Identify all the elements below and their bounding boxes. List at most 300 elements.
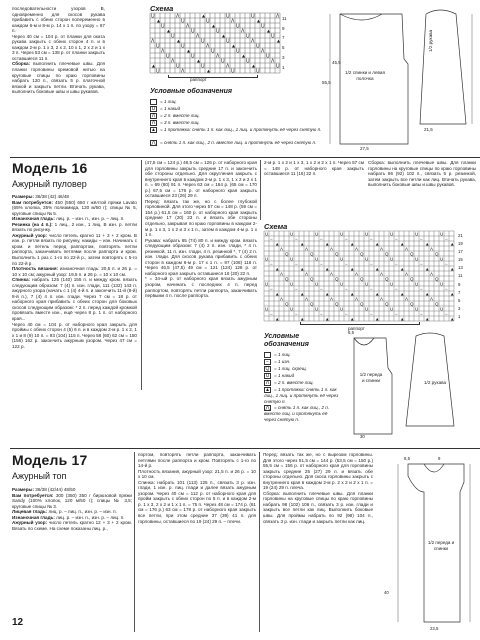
legend-symbol <box>150 99 157 105</box>
chart-symbol: U <box>440 231 444 237</box>
chart-symbol: Q <box>335 251 339 257</box>
chart-symbol: Q <box>310 276 314 282</box>
chart-symbol: ▲ <box>325 291 330 297</box>
chart-symbol: U <box>151 13 155 20</box>
legend-text: = снять 1 п. как лиц., 2 п. вместе лиц. и протянуть её через снятую п. <box>264 405 330 422</box>
chart-symbol: Λ <box>280 246 284 252</box>
chart-symbol: ▲ <box>206 68 211 75</box>
row-number: 7 <box>282 35 285 41</box>
chart-symbol: Q <box>360 251 364 257</box>
chart-symbol: U <box>171 33 175 40</box>
schematic-top-label-sleeve: 1/2 рукава <box>428 29 433 52</box>
field-label: Вам потребуется: <box>12 199 53 205</box>
model17-col2 <box>138 452 256 524</box>
chart-symbol: Q <box>335 276 339 282</box>
chart-symbol: U <box>290 256 294 262</box>
chart-symbol: ▲ <box>325 266 330 272</box>
chart-symbol: − <box>270 311 273 317</box>
chart-symbol: U <box>276 63 280 70</box>
chart-symbol: Λ <box>271 58 275 65</box>
row-number: 7 <box>458 289 461 295</box>
legend-text: = 1 лиц. <box>160 99 177 105</box>
chart-symbol: ▲ <box>375 316 380 322</box>
chart-symbol: ▲ <box>176 38 181 45</box>
chart-symbol: − <box>295 286 298 292</box>
legend-text: = 1 протяжка: снять 1 п. как лиц., 1 лиц. и протянуть её через снятую п. <box>264 387 339 404</box>
chart-symbol: ▲ <box>300 316 305 322</box>
chart-symbol: Λ <box>430 246 434 252</box>
chart-symbol: Q <box>285 301 289 307</box>
chart-symbol: ▲ <box>276 38 281 45</box>
chart-symbol: U <box>216 28 220 35</box>
column-divider <box>260 160 261 220</box>
chart-symbol: U <box>261 23 265 30</box>
row-number: 1 <box>458 313 461 319</box>
legend-symbol: Λ <box>151 113 156 119</box>
chart-symbol: U <box>161 23 165 30</box>
schematic-top-dim: 55,5 <box>322 80 331 85</box>
chart-symbol: Q <box>360 301 364 307</box>
row-number: 5 <box>458 297 461 303</box>
column-divider <box>134 452 135 632</box>
top-text-2: Через 40 см = 104 р. от планки для оката рукава закрыть с обеих сторон 4 п. и в каждом 2-м р. 1 х 3, 2 х 2, 10 х 1, 2 х 2 и 1 х 3 п. Через 53 см = 138 р. от планки закрыть оставшиеся 11 п. <box>12 33 105 61</box>
chart-symbol: ▲ <box>266 28 271 35</box>
chart-symbol: − <box>295 311 298 317</box>
chart-symbol: ▲ <box>325 241 330 247</box>
legend-text: = 1 лиц. скрещ. <box>274 366 307 372</box>
chart-symbol: U <box>266 53 270 60</box>
schematic-top-dim: 21,5 <box>424 127 433 132</box>
section-divider <box>10 448 480 449</box>
legend-symbol: U <box>151 106 156 112</box>
legend-top-row <box>150 120 200 126</box>
field-text: Через 40 см = 104 р. от наборного края закрыть для проймы с обеих сторон 4 (5) 6 п. и в каждом 2-м р. 1 х 2, 1 х 1 и 8 (9) 10 п. = 93 (104) 115 п. Через 58 (60) 62 см = 150 (156) 162 р. закончить ажурным узором. Через 47 см = 122 р. <box>12 321 137 349</box>
chart-symbol: U <box>265 256 269 262</box>
chart-symbol: ▲ <box>325 316 330 322</box>
chart-symbol: U <box>415 231 419 237</box>
legend-top-row <box>150 106 180 112</box>
row-number: 3 <box>458 305 461 311</box>
legend-text: = снять 1 п. как лиц., 2 п. вместе лиц. и протянуть её через снятую п. <box>160 140 317 146</box>
chart-symbol: U <box>231 68 235 75</box>
chart16-title: Схема <box>264 222 288 231</box>
field-text: лиц. р. – лиц. п., изн. р. – изн. п. <box>47 509 117 515</box>
row-number: 1 <box>282 64 285 70</box>
chart-symbol: Λ <box>226 63 230 70</box>
chart-symbol: U <box>191 28 195 35</box>
chart-symbol: − <box>370 236 373 242</box>
chart-symbol: Λ <box>355 246 359 252</box>
field-label: Вам потребуется: <box>12 492 54 498</box>
chart-symbol: Λ <box>405 271 409 277</box>
chart-symbol: − <box>345 236 348 242</box>
field-text: лиц. р. – изн. п., изн. р. – лиц. п. <box>54 514 125 520</box>
chart-symbol: ▲ <box>350 316 355 322</box>
field-text: число петель кратно 12 + 3 + 2 кром. Вязать по схеме. На схеме показаны лиц. р., <box>12 520 132 531</box>
chart-symbol: − <box>320 236 323 242</box>
field-text: 1 лиц., 2 изн., 1 лиц. В изн. р. петли вязать по рисунку. <box>12 221 138 233</box>
legend-top-title: Условные обозначения <box>150 88 233 95</box>
legend-symbol: ⋀ <box>151 140 156 146</box>
chart-symbol: ▲ <box>211 23 216 30</box>
chart-symbol: ▲ <box>425 241 430 247</box>
chart-symbol: U <box>365 306 369 312</box>
legend-text: = 1 изн. <box>274 359 291 365</box>
chart-symbol: U <box>390 256 394 262</box>
chart-symbol: − <box>295 261 298 267</box>
chart-symbol: U <box>265 281 269 287</box>
chart-symbol: U <box>166 53 170 60</box>
legend-text: = 1 протяжка: снять 1 п. как лиц., 1 лиц. и протянуть её через снятую п. <box>160 127 322 133</box>
row-number: 5 <box>282 45 285 51</box>
chart-symbol: Λ <box>380 296 384 302</box>
model16-col4-para: Сборка: выполнить плечевые швы. Для планки горловины на круговые спицы по краю горловины набрать 86 (92) 102 п., связать 5 р. резинкой, затем закрыть все петли как лиц. Втачать рукава, выполнить боковые швы и швы рукавов. <box>368 160 476 188</box>
chart-symbol: ▲ <box>275 241 280 247</box>
chart-symbol: − <box>370 311 373 317</box>
legend16-row <box>264 380 314 386</box>
legend-top-row <box>150 127 330 133</box>
legend-text: = 2 п. вместе лиц. <box>274 380 314 386</box>
row-number: 17 <box>458 249 463 255</box>
field-text: 36/38 (42) 46/48 <box>34 194 69 199</box>
chart-symbol: U <box>315 306 319 312</box>
chart-symbol: U <box>265 306 269 312</box>
legend-top-row <box>150 99 177 105</box>
chart-symbol: Q <box>385 251 389 257</box>
chart-symbol: Λ <box>355 296 359 302</box>
chart-symbol: U <box>221 58 225 65</box>
legend-symbol: − <box>264 359 271 365</box>
chart-symbol: U <box>211 48 215 55</box>
field-label: Лицевая гладь: <box>12 509 48 515</box>
model16-col2 <box>145 160 257 299</box>
chart-symbol: − <box>395 311 398 317</box>
chart-symbol: Λ <box>280 271 284 277</box>
chart-symbol: − <box>270 261 273 267</box>
field-text: лиц. р. – изн. п., изн. р. – лиц. п. <box>54 216 125 222</box>
chart-symbol: − <box>445 311 448 317</box>
chart-symbol: ▲ <box>450 291 455 297</box>
chart-symbol: U <box>390 231 394 237</box>
field-label: Спинка: <box>12 277 31 283</box>
chart-symbol: U <box>201 38 205 45</box>
chart-symbol: ▲ <box>450 241 455 247</box>
chart-symbol: Q <box>335 301 339 307</box>
field-text: 300 (350) 350 г бирюзовой пряжи Sandy (100% хлопок, 120 м/50 г); спицы № 3,5; круговые спицы № 3. <box>12 492 132 509</box>
legend16-row <box>264 405 340 422</box>
assembly-text: выполнить плечевые швы. Для планки горловины кремовой нитью на круговые спицы по краю горловины набрать 120 п., связать 5 р. платочной вязкой и закрыть петли. Втачать рукава, выполнить боковые швы и швы рукавов. <box>12 61 106 95</box>
model17-subtitle: Ажурный топ <box>12 471 67 481</box>
chart-symbol: ▲ <box>350 266 355 272</box>
chart-symbol: Q <box>385 276 389 282</box>
chart-symbol: Λ <box>196 33 200 40</box>
chart-symbol: ▲ <box>275 266 280 272</box>
legend-text: = 3 п. вместе лиц. <box>160 120 200 126</box>
chart-symbol: ▲ <box>400 316 405 322</box>
chart-symbol: U <box>315 281 319 287</box>
chart-symbol: Q <box>435 276 439 282</box>
chart-symbol: − <box>320 286 323 292</box>
chart-symbol: Λ <box>181 68 185 75</box>
chart-symbol: Q <box>410 301 414 307</box>
chart-symbol: Λ <box>171 58 175 65</box>
chart-symbol: ▲ <box>425 291 430 297</box>
chart-symbol: Λ <box>276 13 280 20</box>
chart-symbol: U <box>201 63 205 70</box>
chart-symbol: U <box>390 281 394 287</box>
model17-col2-para: Плотность вязания, ажурный узор: 21,5 п. и 26 р. = 10 х 10 см. <box>138 468 256 480</box>
chart-symbol: U <box>290 231 294 237</box>
chart-symbol: U <box>315 256 319 262</box>
chart-symbol: Λ <box>305 246 309 252</box>
row-number: 15 <box>458 257 463 263</box>
legend16-row <box>264 359 290 365</box>
chart-symbol: − <box>295 236 298 242</box>
chart-symbol: U <box>256 43 260 50</box>
chart-symbol: ▲ <box>221 33 226 40</box>
field-text: 450 (550) 650 г жёлтой пряжи Lavato (65% хлопка, 35% полиамида, 120 м/50 г); спицы № 5, круговые спицы № 5. <box>12 199 137 216</box>
section-divider <box>10 157 480 158</box>
legend16-row <box>264 387 340 404</box>
chart-symbol: − <box>270 286 273 292</box>
chart-symbol: U <box>176 63 180 70</box>
page-number: 12 <box>12 617 24 628</box>
field-text: набрать 125 (140) 155 п. и между кром. вязать следующим образом: 7 (4) п. изн. глади, 111 (132) 143 п. ажурного узора (начать с 1 (4) 4-й п. и закончить 11-й (8-й) 8-й п.), 7 (4) 4 п. изн. глади. Через 7 см = 18 р. от наборного края прибавить с обеих сторон для боковых скосов следующим образом: * 2 п. перед каждой кромкой провязать вместе изн., ещё через 8 р. 1 п. от наборного края... <box>12 277 137 322</box>
chart-symbol: ▲ <box>400 241 405 247</box>
legend-symbol: Λ <box>265 380 270 386</box>
chart-symbol: − <box>345 261 348 267</box>
chart-symbol: Λ <box>216 53 220 60</box>
chart-symbol: Λ <box>206 43 210 50</box>
chart-symbol: ▲ <box>425 316 430 322</box>
chart-symbol: U <box>265 231 269 237</box>
row-number: 9 <box>458 281 461 287</box>
chart-symbol: U <box>181 43 185 50</box>
chart-symbol: U <box>226 13 230 20</box>
chart-symbol: ▲ <box>450 316 455 322</box>
chart-symbol: U <box>290 281 294 287</box>
legend-text: = 2 п. вместе лиц. <box>160 113 200 119</box>
chart-symbol: U <box>156 43 160 50</box>
chart-symbol: ▲ <box>251 63 256 70</box>
model16-subtitle: Ажурный пуловер <box>12 179 87 189</box>
model17-col3-para: Сборка: выполнить плечевые швы. Для планки горловины на круговые спицы по краю горловины набрать 98 (102) 106 п., связать 3 р. изн. глади и закрыть все петли как лиц. Выполнить боковые швы. Для проймы набрать по 92 (98) 104 п., связать 3 р. изн. глади и закрыть петли как лиц. <box>263 490 373 524</box>
schematic-top-label-body: 1/2 спинки и левая полочка <box>345 70 385 81</box>
model17-title: Модель 17 <box>12 452 88 468</box>
schematic16-label-body: 1/2 переда и спинки <box>359 372 383 383</box>
model16-col2-para: Рукава: набрать 65 (74) 80 п. и между кром. вязать следующим образом: 7 (4) 2 п. изн. глади, * 4 п. резинкой, 11 п. изн. глади, 4 п. резинкой *, 7 (4) 2 п. изн. глади. Для скосов рукава прибавить с обеих сторон в каждом 6-м р. 17 х 1 п. = 97 (108) 116 п. Через 46,5 (47,5) 49 см = 121 (124) 128 р. от наборного края закрыть оставшиеся 16 (20) 22 п. <box>145 237 257 276</box>
chart-symbol: U <box>191 53 195 60</box>
column-divider <box>259 452 260 632</box>
chart-top-rapport-bracket <box>168 75 258 78</box>
row-number: 9 <box>282 25 285 31</box>
chart-symbol: − <box>420 261 423 267</box>
chart-symbol: U <box>246 33 250 40</box>
field-label: Изнаночная гладь: <box>12 514 55 520</box>
assembly-label: Сборка: <box>12 61 31 67</box>
chart16-rapport-bracket <box>300 322 420 325</box>
legend16-row <box>264 366 307 372</box>
chart-symbol: ▲ <box>350 291 355 297</box>
column-divider <box>141 160 142 390</box>
legend-symbol: ▲ <box>151 127 156 133</box>
chart-symbol: U <box>440 256 444 262</box>
chart-symbol: Λ <box>380 246 384 252</box>
row-number: 11 <box>282 16 287 21</box>
model16-col2-para: (47,5 см = 124 р.) 48,5 см = 126 р. от наборного края для горловины закрыть средние 17 п. и закончить обе стороны отдельно. Для округления закрыть с внутреннего края в каждом 2-м р. 1 х 3, 1 х 2 и 2 х 1 п. = 69 (80) 91 п. Через 63 см = 164 р. (65 см = 170 р.) 67,5 см = 176 р. от наборного края закрыть оставшиеся 23 (26) 29 п. <box>145 160 257 199</box>
chart-symbol: − <box>395 261 398 267</box>
row-number: 19 <box>458 241 463 247</box>
chart-symbol: U <box>246 58 250 65</box>
schematic17-label-body: 1/2 переда и спинки <box>427 540 455 551</box>
chart-symbol: ▲ <box>300 266 305 272</box>
field-label: Изнаночная гладь: <box>12 216 55 222</box>
legend-text: = 1 лиц. <box>274 352 291 358</box>
chart-symbol: U <box>206 18 210 25</box>
chart-symbol: ▲ <box>375 266 380 272</box>
schematic17-dim: 23,5 <box>430 626 439 631</box>
chart-symbol: − <box>345 311 348 317</box>
chart-symbol: Λ <box>330 271 334 277</box>
legend-symbol: ▲ <box>265 387 270 393</box>
chart-symbol: ▲ <box>375 241 380 247</box>
legend16-row <box>264 373 294 379</box>
chart-symbol: ▲ <box>275 291 280 297</box>
chart-symbol: U <box>415 256 419 262</box>
chart-symbol: U <box>290 306 294 312</box>
model16-col2-para: Перед: вязать так же, но с более глубокой горловиной. Для этого через 57 см = 148 р. (59 см = 154 р.) 61,5 см = 160 р. от наборного края закрыть средние 17 (20) 23 п. и вязать обе стороны отдельно, закрывая по краю горловины в каждом 2-м р. 1 х 3, 1 х 2 и 3 х 1 п., затем в каждом 4-м р. 1 х 1 п. <box>145 198 257 238</box>
legend-symbol: Q <box>265 366 270 372</box>
chart-symbol: − <box>445 236 448 242</box>
row-number: 11 <box>458 273 463 279</box>
model16-col3-para: 2-м р. 1 х 2 и 1 х 3, 1 х 2 и 2 х 1 п. Через 57 см = 148 р. от наборного края закрыть оставшиеся 11 (16) 22 п. <box>264 160 364 177</box>
chart-symbol: U <box>251 13 255 20</box>
chart-top-grid <box>150 13 280 75</box>
chart-symbol: Λ <box>161 48 165 55</box>
chart-symbol: Λ <box>261 48 265 55</box>
chart-symbol: ▲ <box>256 18 261 25</box>
chart-symbol: − <box>445 261 448 267</box>
chart-symbol: ▲ <box>450 266 455 272</box>
row-number: 3 <box>282 54 285 60</box>
model17-col1 <box>12 487 132 531</box>
model16-col4 <box>368 160 476 188</box>
chart-symbol: ▲ <box>186 48 191 55</box>
chart-symbol: U <box>315 231 319 237</box>
model17-col2-para: портом, повторять петли раппорта, заканчивать петлями после раппорта и кром. Повторять с 1-го по 14-й р. <box>138 452 256 469</box>
chart-symbol: U <box>415 306 419 312</box>
chart-symbol: − <box>420 286 423 292</box>
chart-symbol: Λ <box>405 296 409 302</box>
field-text: изнаночная гладь: 20,5 п. и 26 р. = 10 х 10 см; ажурный узор: 19,5 п. и 26 р. = 10 х 10 см. <box>12 266 137 277</box>
chart-symbol: − <box>345 286 348 292</box>
chart-symbol: U <box>415 281 419 287</box>
legend-symbol <box>264 352 271 358</box>
chart-symbol: Q <box>285 251 289 257</box>
chart-symbol: Λ <box>251 38 255 45</box>
chart-symbol: U <box>365 231 369 237</box>
legend-symbol: ⋀ <box>265 405 270 411</box>
chart-symbol: ▲ <box>375 291 380 297</box>
chart-symbol: U <box>226 38 230 45</box>
top-text-1: последовательности узоров В, одновременно для скосов рукава прибавить с обеих сторон попеременно в каждом 6-м и 8-м р. 14 х 1 п. по узору = 67 п. <box>12 6 105 34</box>
chart-symbol: ▲ <box>400 266 405 272</box>
chart-symbol: U <box>440 281 444 287</box>
chart-symbol: Λ <box>330 296 334 302</box>
chart-symbol: Q <box>310 301 314 307</box>
chart-symbol: U <box>440 306 444 312</box>
model17-col3 <box>263 452 373 524</box>
field-label: Резинка (на 4 п.): <box>12 221 53 227</box>
chart-symbol: ▲ <box>156 18 161 25</box>
chart-symbol: Λ <box>330 246 334 252</box>
model17-col2-para: Спинка: набрать 101 (113) 125 п., связать 3 р. изн. глади, 1 изн. р. лиц. глади и далее вязать ажурным узором. Через 40 см = 112 р. от наборного края для пройм закрыть с обеих сторон по 5 п. и в каждом 2-м р. 1 х 3, 2 х 2 и 1 х 1 п. = 75 п. Через 48 см = 174 р. (61 см = 176 р.) 63 см = 178 р. от наборного края закрыть все петли, при этом средние 37 (39) 41 п. для горловины, оставшиеся по 19 (24) 29 п. – плечи. <box>138 479 256 524</box>
schematic16-label-sleeve: 1/2 рукава <box>424 380 447 385</box>
chart-symbol: Q <box>435 251 439 257</box>
chart-symbol: ▲ <box>350 241 355 247</box>
schematic17-dim: 8,5 <box>404 456 410 461</box>
chart-symbol: Q <box>410 251 414 257</box>
legend-text: = 1 накид <box>160 106 181 112</box>
chart-symbol: U <box>340 306 344 312</box>
chart-symbol: ▲ <box>241 53 246 60</box>
legend-symbol: Λ <box>151 120 156 126</box>
chart-symbol: − <box>320 261 323 267</box>
field-label: Ажурный узор: <box>12 232 48 238</box>
schematic16-dim: 30 <box>360 434 365 439</box>
chart-symbol: ▲ <box>300 241 305 247</box>
row-number: 13 <box>458 265 463 271</box>
chart-symbol: U <box>365 256 369 262</box>
chart-symbol: U <box>340 256 344 262</box>
field-label: Размеры: <box>12 487 34 492</box>
chart-symbol: − <box>420 311 423 317</box>
model16-title: Модель 16 <box>12 160 88 176</box>
chart-symbol: Λ <box>280 296 284 302</box>
chart-symbol: ▲ <box>231 43 236 50</box>
chart-symbol: U <box>271 33 275 40</box>
chart-symbol: ▲ <box>300 291 305 297</box>
field-text: 36/38 (42/44) 48/50 <box>34 487 76 492</box>
chart-symbol: Q <box>310 251 314 257</box>
chart-symbol: U <box>340 281 344 287</box>
chart-symbol: U <box>181 18 185 25</box>
chart-symbol: − <box>370 261 373 267</box>
chart-symbol: U <box>236 48 240 55</box>
legend16-title: Условные обозначения <box>264 333 309 348</box>
chart-symbol: ▲ <box>425 266 430 272</box>
legend-text: = 1 накид <box>274 373 295 379</box>
field-text: число петель кратно 11 + 3 + 2 кром. В изн. р. петли вязать по рисунку, накиды – изн. Начинать с кром. и петель перед раппортом, повторять петли раппорта, заканчивать петлями после раппорта и кром. Выполнить 1 раз с 1-го по 22-й р., затем повторять с 5-го по 22-й р. <box>12 232 137 266</box>
chart-symbol: U <box>365 281 369 287</box>
schematic17-dim: 40 <box>384 590 389 595</box>
chart-symbol: Λ <box>241 28 245 35</box>
legend16-row <box>264 352 291 358</box>
chart-symbol: Q <box>385 301 389 307</box>
chart-symbol: − <box>320 311 323 317</box>
model16-col2-para: * = 34-ый р. от наборного края вязать ажурным узором, начинать с последних 4 п. перед раппортом, повторять петли раппорта, заканчивать первыми 4 п. после раппорта. <box>145 276 257 299</box>
schematic16 <box>344 330 478 440</box>
schematic-top-dim: 27,5 <box>360 146 369 151</box>
chart-top-rapport: раппорт <box>190 77 207 82</box>
chart-symbol: − <box>420 236 423 242</box>
legend-top-row <box>150 140 330 146</box>
chart-symbol: − <box>270 236 273 242</box>
chart-symbol: U <box>340 231 344 237</box>
chart-symbol: Λ <box>430 296 434 302</box>
chart-symbol: Λ <box>231 18 235 25</box>
chart-symbol: − <box>395 236 398 242</box>
